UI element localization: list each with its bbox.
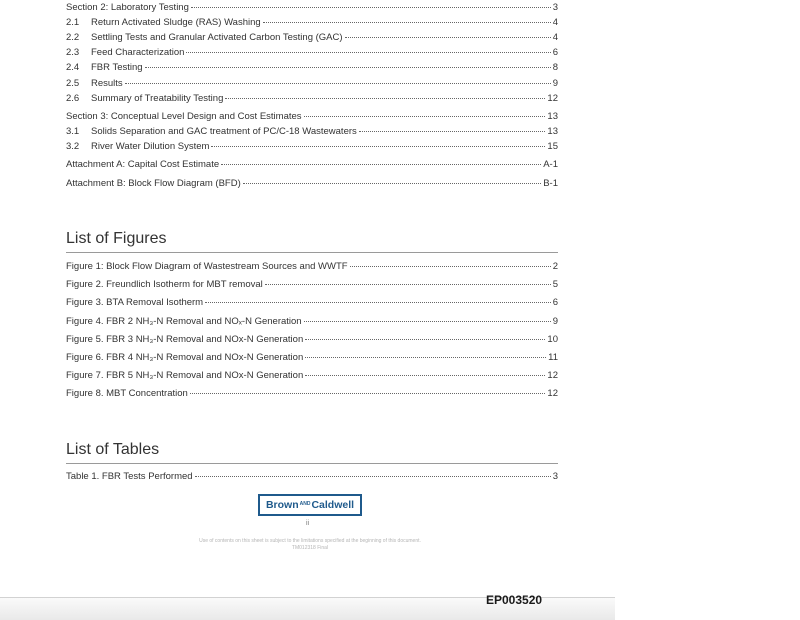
entry-title: Figure 7. FBR 5 NH₃-N Removal and NOx-N Generation — [66, 370, 304, 382]
table-entry[interactable] — [66, 470, 558, 484]
entry-title: Summary of Treatability Testing — [91, 93, 224, 104]
dot-leader — [145, 67, 551, 68]
dot-leader — [305, 339, 545, 340]
toc-entry[interactable] — [66, 140, 558, 154]
dot-leader — [304, 321, 551, 322]
brown-and-caldwell-logo — [258, 494, 362, 516]
entry-number: 3.2 — [66, 141, 80, 152]
entry-page-number: 8 — [552, 62, 558, 73]
dot-leader — [263, 22, 551, 23]
entry-title: FBR Testing — [91, 62, 143, 73]
entry-title: Feed Characterization — [91, 47, 185, 58]
entry-title: Settling Tests and Granular Activated Carbon Testing (GAC) — [91, 32, 343, 43]
entry-title: Results — [91, 78, 123, 89]
entry-title: Attachment A: Capital Cost Estimate — [66, 159, 220, 170]
entry-title: Table 1. FBR Tests Performed — [66, 471, 193, 482]
entry-page-number: 12 — [547, 93, 558, 104]
figure-entry[interactable] — [66, 351, 558, 365]
bates-number: EP003520 — [486, 593, 543, 607]
toc-entry[interactable] — [66, 158, 558, 172]
dot-leader — [304, 116, 546, 117]
entry-number: 2.5 — [66, 78, 80, 89]
entry-title: Solids Separation and GAC treatment of PC/C-18 Wastewaters — [91, 126, 357, 137]
dot-leader — [265, 284, 551, 285]
footer-disclaimer: Use of contents on this sheet is subject to the limitations specified at the beginning of this document. — [199, 538, 421, 544]
dot-leader — [359, 131, 546, 132]
logo-text-brown: Brown — [265, 499, 299, 511]
dot-leader — [305, 375, 545, 376]
entry-title: Figure 1: Block Flow Diagram of Wastestream Sources and WWTF — [66, 261, 348, 272]
entry-page-number: 12 — [547, 370, 558, 382]
list-of-figures-heading: List of Figures — [66, 230, 167, 247]
entry-page-number: 6 — [552, 297, 558, 309]
entry-title: Return Activated Sludge (RAS) Washing — [91, 17, 261, 28]
entry-page-number: A-1 — [543, 159, 558, 170]
dot-leader — [221, 164, 541, 165]
figure-entry[interactable] — [66, 315, 558, 329]
toc-entry[interactable] — [66, 125, 558, 139]
entry-number: 2.6 — [66, 93, 80, 104]
dot-leader — [350, 266, 551, 267]
toc-entry[interactable] — [66, 92, 558, 106]
figure-entry[interactable] — [66, 278, 558, 292]
figure-entry[interactable] — [66, 296, 558, 310]
entry-title: River Water Dilution System — [91, 141, 210, 152]
entry-title: Figure 8. MBT Concentration — [66, 388, 188, 400]
entry-page-number: B-1 — [543, 178, 558, 189]
entry-page-number: 11 — [548, 352, 558, 363]
entry-title: Section 3: Conceptual Level Design and Cost Estimates — [66, 111, 302, 122]
entry-number: 2.4 — [66, 62, 80, 73]
dot-leader — [345, 37, 551, 38]
entry-page-number: 9 — [552, 78, 558, 89]
figure-entry[interactable] — [66, 333, 558, 347]
entry-page-number: 3 — [552, 2, 558, 13]
logo-text-caldwell: Caldwell — [311, 499, 355, 511]
entry-title: Figure 2. Freundlich Isotherm for MBT removal — [66, 279, 263, 291]
logo-text-and: AND — [299, 501, 311, 507]
entry-page-number: 5 — [552, 279, 558, 291]
entry-page-number: 13 — [547, 126, 558, 137]
list-of-tables-heading: List of Tables — [66, 441, 160, 458]
toc-entry[interactable] — [66, 16, 558, 30]
dot-leader — [186, 52, 550, 53]
entry-page-number: 13 — [547, 111, 558, 122]
entry-number: 2.3 — [66, 47, 80, 58]
entry-page-number: 3 — [552, 471, 558, 482]
dot-leader — [211, 146, 545, 147]
toc-entry[interactable] — [66, 1, 558, 15]
entry-page-number: 10 — [547, 333, 558, 345]
entry-page-number: 9 — [552, 315, 558, 327]
entry-title: Attachment B: Block Flow Diagram (BFD) — [66, 178, 241, 189]
dot-leader — [243, 183, 541, 184]
toc-entry[interactable] — [66, 61, 558, 75]
figure-entry[interactable] — [66, 260, 558, 274]
toc-entry[interactable] — [66, 110, 558, 124]
entry-page-number: 15 — [547, 141, 558, 152]
entry-title: Figure 6. FBR 4 NH₃-N Removal and NOx-N Generation — [66, 352, 304, 363]
dot-leader — [225, 98, 545, 99]
entry-page-number: 2 — [552, 261, 558, 272]
entry-number: 2.1 — [66, 17, 80, 28]
page-number: ii — [306, 520, 310, 527]
entry-title: Figure 3. BTA Removal Isotherm — [66, 297, 204, 309]
toc-entry[interactable] — [66, 46, 558, 60]
dot-leader — [205, 302, 551, 303]
dot-leader — [195, 476, 551, 477]
toc-entry[interactable] — [66, 31, 558, 45]
entry-page-number: 4 — [552, 32, 558, 43]
entry-title: Figure 5. FBR 3 NH₃-N Removal and NOx-N Generation — [66, 333, 304, 345]
figures-heading-rule — [66, 252, 558, 253]
entry-page-number: 12 — [547, 388, 558, 400]
figure-entry[interactable] — [66, 387, 558, 401]
dot-leader — [191, 7, 551, 8]
dot-leader — [305, 357, 546, 358]
entry-page-number: 4 — [552, 17, 558, 28]
figure-entry[interactable] — [66, 369, 558, 383]
dot-leader — [125, 83, 551, 84]
footer-document-id: TM012318 Final — [291, 545, 329, 551]
toc-entry[interactable] — [66, 77, 558, 91]
tables-heading-rule — [66, 463, 558, 464]
entry-page-number: 6 — [552, 47, 558, 58]
toc-entry[interactable] — [66, 177, 558, 191]
entry-title: Section 2: Laboratory Testing — [66, 2, 189, 13]
dot-leader — [190, 393, 546, 394]
entry-number: 2.2 — [66, 32, 80, 43]
entry-title: Figure 4. FBR 2 NH₃-N Removal and NOₓ-N Generation — [66, 315, 302, 327]
entry-number: 3.1 — [66, 126, 80, 137]
